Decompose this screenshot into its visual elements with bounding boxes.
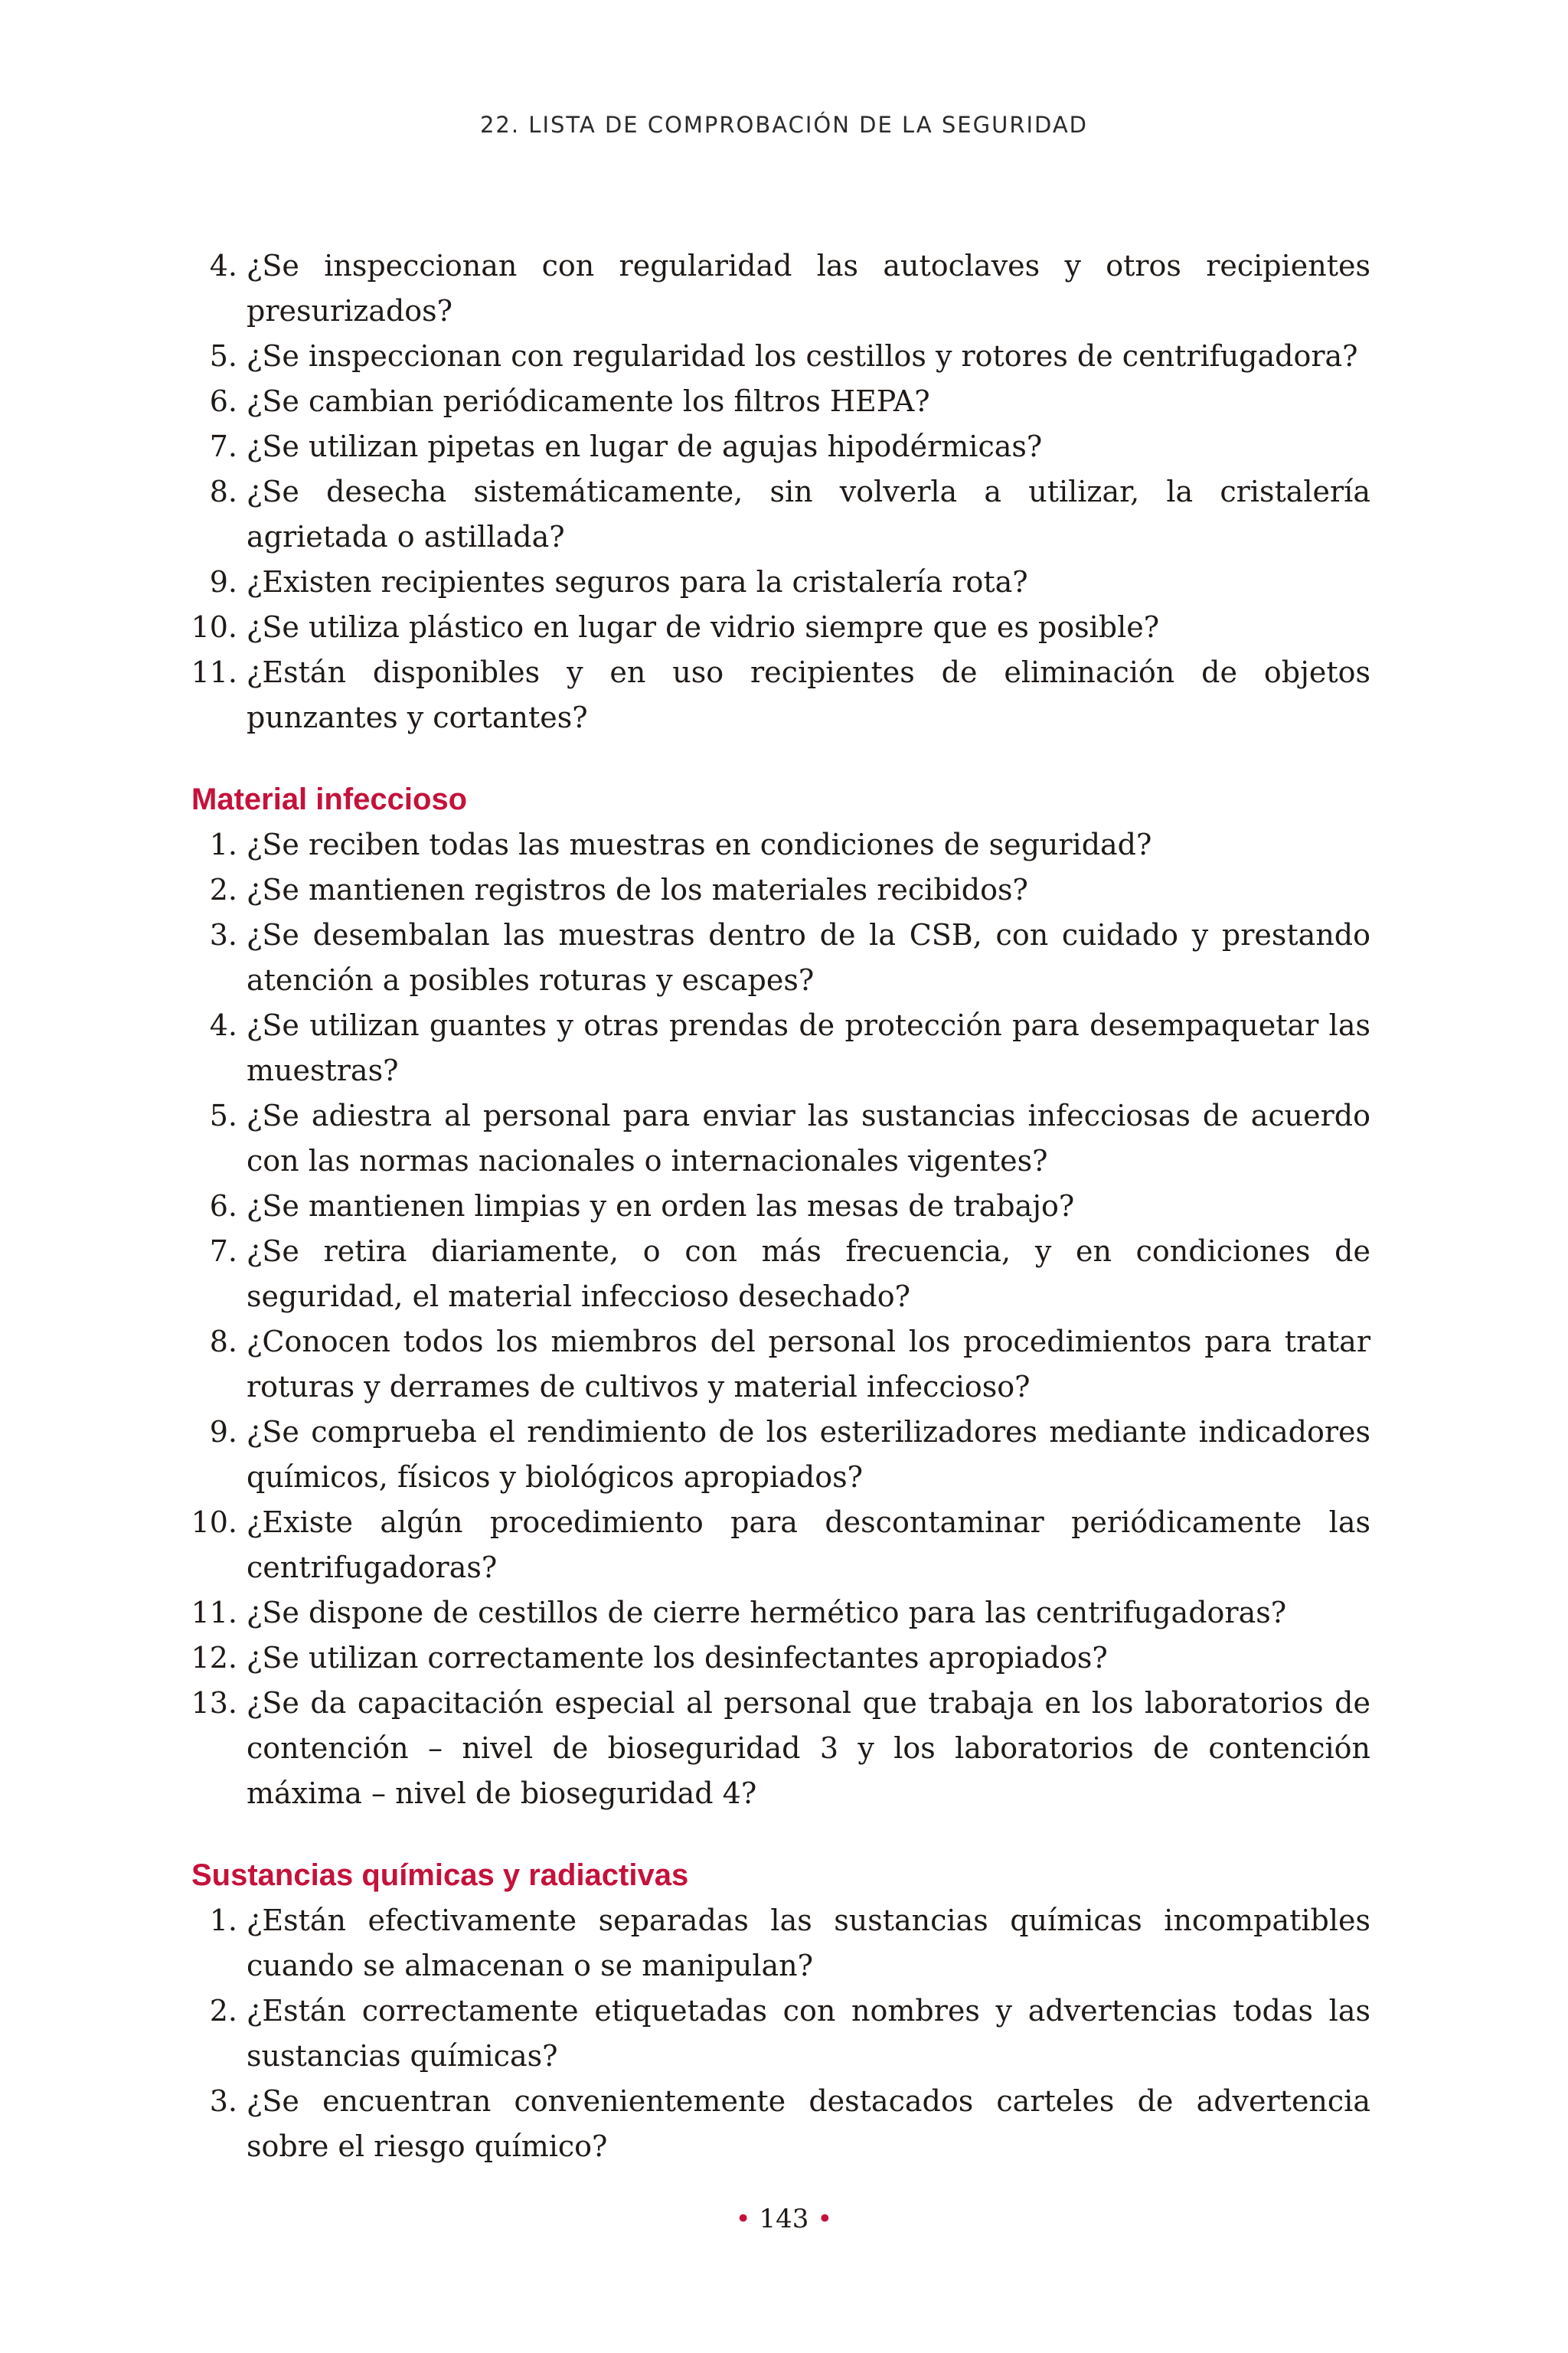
item-number: 6. — [209, 1189, 237, 1223]
section-spacer — [191, 1816, 1370, 1853]
bullet-left: • — [735, 2204, 751, 2234]
item-text: ¿Están efectivamente separadas las sustancias químicas incompatibles cuando se almacenan o se manipulan? — [247, 1904, 1370, 1982]
item-number: 11. — [191, 1596, 237, 1629]
item-number: 3. — [209, 918, 237, 952]
item-text: ¿Están correctamente etiquetadas con nombres y advertencias todas las sustancias químicas? — [247, 1994, 1370, 2073]
list-item — [191, 243, 1370, 334]
item-text: ¿Conocen todos los miembros del personal los procedimientos para tratar roturas y derrames de cultivos y material infeccioso? — [247, 1325, 1370, 1404]
item-number: 13. — [191, 1686, 237, 1720]
list-item — [191, 560, 1370, 605]
list-item — [191, 1681, 1370, 1816]
list-item — [191, 822, 1370, 868]
item-text: ¿Se comprueba el rendimiento de los esterilizadores mediante indicadores químicos, físicos y biológicos apropiados? — [247, 1415, 1370, 1494]
list-item — [191, 1636, 1370, 1681]
list-item — [191, 1229, 1370, 1319]
list-item — [191, 1590, 1370, 1636]
item-text: ¿Se desembalan las muestras dentro de la CSB, con cuidado y prestando atención a posibles roturas y escapes? — [247, 918, 1370, 997]
item-text: ¿Se desecha sistemáticamente, sin volverla a utilizar, la cristalería agrietada o astillada? — [247, 475, 1370, 554]
item-number: 5. — [209, 1099, 237, 1132]
item-number: 1. — [209, 828, 237, 861]
item-text: ¿Se retira diariamente, o con más frecuencia, y en condiciones de seguridad, el material infeccioso desechado? — [247, 1234, 1370, 1313]
list-item — [191, 1184, 1370, 1229]
item-number: 5. — [209, 339, 237, 373]
item-text: ¿Se utilizan pipetas en lugar de agujas hipodérmicas? — [247, 430, 1043, 463]
page-number: 143 — [759, 2204, 809, 2234]
item-number: 12. — [191, 1641, 237, 1675]
item-number: 11. — [191, 655, 237, 689]
item-text: ¿Existe algún procedimiento para descontaminar periódicamente las centrifugadoras? — [247, 1505, 1370, 1584]
list-item — [191, 605, 1370, 650]
bullet-right: • — [817, 2204, 833, 2234]
checklist-continued — [191, 243, 1370, 740]
item-text: ¿Se encuentran convenientemente destacados carteles de advertencia sobre el riesgo químico? — [247, 2084, 1370, 2163]
page-number-footer — [0, 2204, 1568, 2234]
item-number: 4. — [209, 249, 237, 283]
item-text: ¿Se inspeccionan con regularidad los cestillos y rotores de centrifugadora? — [247, 339, 1358, 373]
list-item — [191, 334, 1370, 379]
item-number: 1. — [209, 1904, 237, 1937]
list-item — [191, 1003, 1370, 1093]
section-spacer — [191, 740, 1370, 777]
item-text: ¿Se da capacitación especial al personal que trabaja en los laboratorios de contención – nivel de bioseguridad 3 y los laboratorios de contención máxima – nivel de bioseguridad 4? — [247, 1686, 1370, 1810]
item-number: 10. — [191, 610, 237, 644]
item-text: ¿Se utiliza plástico en lugar de vidrio siempre que es posible? — [247, 610, 1160, 644]
item-number: 7. — [209, 1234, 237, 1268]
list-item — [191, 1500, 1370, 1590]
item-number: 6. — [209, 384, 237, 418]
item-number: 2. — [209, 1994, 237, 2028]
item-number: 9. — [209, 1415, 237, 1449]
checklist-sustancias-quimicas — [191, 1898, 1370, 2169]
item-text: ¿Están disponibles y en uso recipientes de eliminación de objetos punzantes y cortantes? — [247, 655, 1370, 734]
section-heading-sustancias-quimicas: Sustancias químicas y radiactivas — [191, 1858, 689, 1892]
list-item — [191, 1319, 1370, 1410]
item-text: ¿Se adiestra al personal para enviar las sustancias infecciosas de acuerdo con las normas nacionales o internacionales vigentes? — [247, 1099, 1370, 1178]
item-number: 10. — [191, 1505, 237, 1539]
item-number: 3. — [209, 2084, 237, 2118]
item-text: ¿Se mantienen registros de los materiales recibidos? — [247, 873, 1028, 907]
item-text: ¿Se cambian periódicamente los filtros HEPA? — [247, 384, 930, 418]
item-number: 9. — [209, 565, 237, 599]
item-text: ¿Se mantienen limpias y en orden las mesas de trabajo? — [247, 1189, 1075, 1223]
item-text: ¿Se inspeccionan con regularidad las autoclaves y otros recipientes presurizados? — [247, 249, 1370, 328]
list-item — [191, 1093, 1370, 1184]
checklist-material-infeccioso — [191, 822, 1370, 1816]
list-item — [191, 469, 1370, 560]
item-text: ¿Existen recipientes seguros para la cristalería rota? — [247, 565, 1028, 599]
item-text: ¿Se utilizan correctamente los desinfectantes apropiados? — [247, 1641, 1108, 1675]
list-item — [191, 1410, 1370, 1500]
running-header: 22. LISTA DE COMPROBACIÓN DE LA SEGURIDAD — [479, 112, 1089, 138]
item-text: ¿Se utilizan guantes y otras prendas de protección para desempaquetar las muestras? — [247, 1008, 1370, 1087]
item-number: 4. — [209, 1008, 237, 1042]
list-item — [191, 1989, 1370, 2079]
section-heading-material-infeccioso: Material infeccioso — [191, 783, 468, 816]
list-item — [191, 424, 1370, 469]
page-body — [191, 243, 1370, 2169]
list-item — [191, 379, 1370, 424]
item-number: 7. — [209, 430, 237, 463]
item-number: 8. — [209, 475, 237, 508]
list-item — [191, 868, 1370, 913]
item-text: ¿Se dispone de cestillos de cierre hermético para las centrifugadoras? — [247, 1596, 1287, 1629]
item-number: 2. — [209, 873, 237, 907]
item-number: 8. — [209, 1325, 237, 1358]
list-item — [191, 650, 1370, 740]
list-item — [191, 1898, 1370, 1989]
item-text: ¿Se reciben todas las muestras en condiciones de seguridad? — [247, 828, 1152, 861]
list-item — [191, 913, 1370, 1003]
list-item — [191, 2079, 1370, 2169]
